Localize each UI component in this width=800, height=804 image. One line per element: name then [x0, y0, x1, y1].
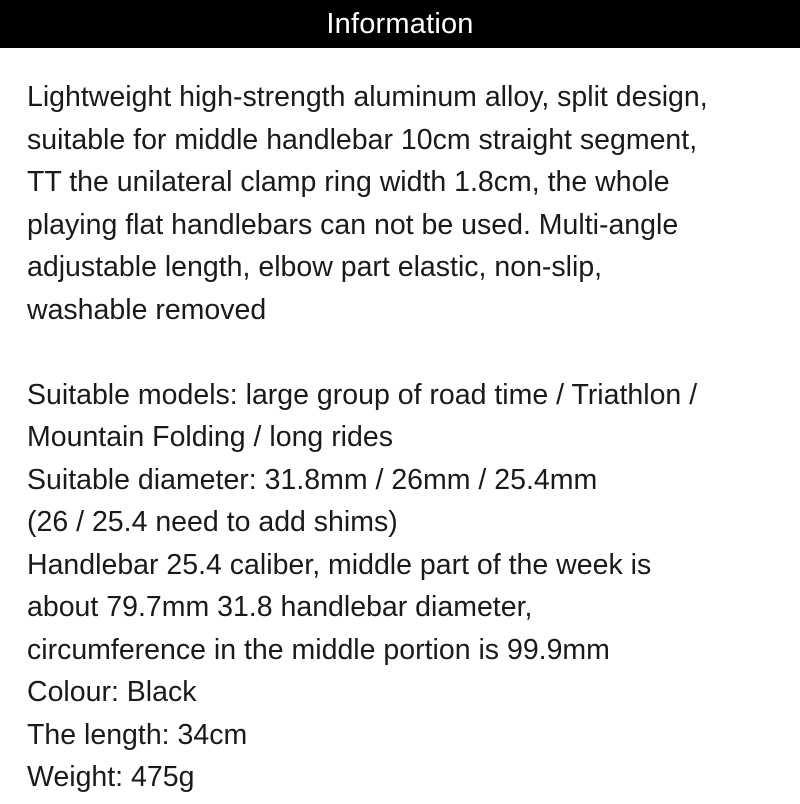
spec-line-shims: (26 / 25.4 need to add shims) — [27, 506, 398, 538]
spec-line-weight: Weight: 475g — [27, 761, 195, 793]
information-header — [0, 0, 800, 48]
spec-line-models: Suitable models: large group of road time / Triathlon / — [27, 378, 698, 411]
specs-block — [27, 374, 797, 799]
product-info-body — [27, 76, 797, 799]
description-line: playing flat handlebars can not be used. Multi-angle — [27, 208, 679, 241]
spec-line-models-cont: Mountain Folding / long rides — [27, 421, 393, 453]
paragraph-spacer — [27, 331, 797, 374]
spec-line-caliber: Handlebar 25.4 caliber, middle part of the week is — [27, 548, 652, 581]
header-title: Information — [326, 7, 474, 40]
description-line: washable removed — [27, 293, 267, 326]
spec-line-length: The length: 34cm — [27, 718, 248, 751]
description-line: adjustable length, elbow part elastic, non-slip, — [27, 251, 603, 283]
spec-line-diameter: Suitable diameter: 31.8mm / 26mm / 25.4mm — [27, 463, 598, 496]
spec-line-circumference: circumference in the middle portion is 99.9mm — [27, 633, 610, 666]
description-block — [27, 76, 797, 331]
description-line: Lightweight high-strength aluminum alloy, split design, — [27, 81, 708, 113]
description-line: TT the unilateral clamp ring width 1.8cm, the whole — [27, 166, 670, 198]
spec-line-colour: Colour: Black — [27, 676, 197, 708]
spec-line-caliber-cont: about 79.7mm 31.8 handlebar diameter, — [27, 591, 533, 623]
description-line: suitable for middle handlebar 10cm straight segment, — [27, 123, 698, 156]
